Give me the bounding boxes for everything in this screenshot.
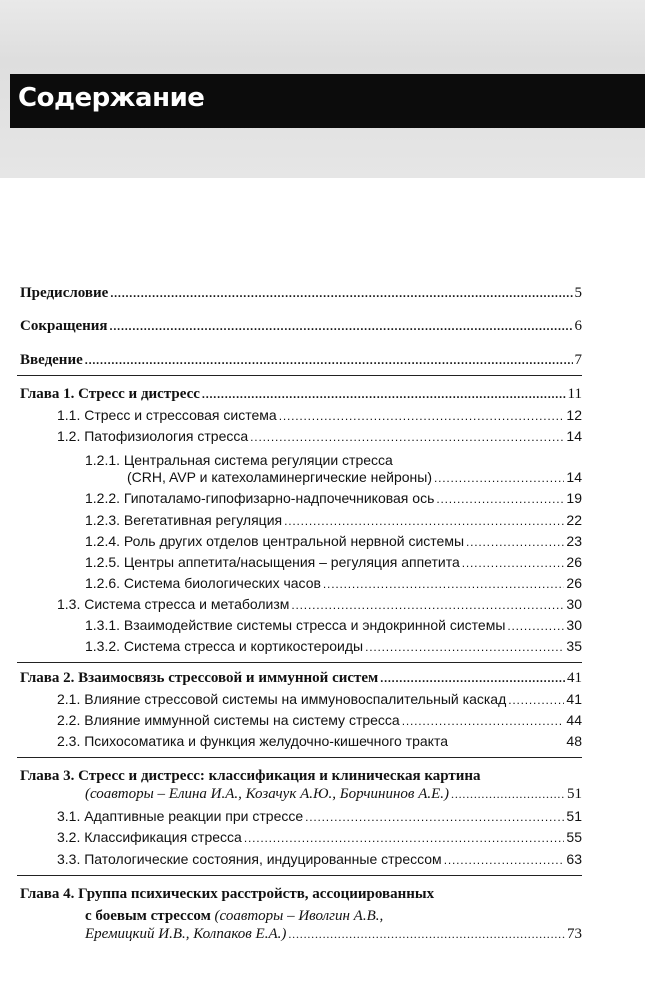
toc-label: 1.3.1. Взаимодействие системы стресса и эндокринной системы [85, 617, 506, 633]
toc-label: 2.3. Психосоматика и функция желудочно-кишечного тракта [57, 733, 448, 749]
toc-leader [288, 927, 565, 942]
toc-label: (соавторы – Елина И.А., Козачук А.Ю., Борчининов А.Е.) [85, 786, 450, 802]
toc-page: 44 [566, 712, 582, 728]
toc-leader [402, 714, 565, 728]
toc-entry-ch1[interactable] [20, 386, 582, 408]
toc-leader [291, 598, 564, 612]
toc-leader [110, 286, 572, 301]
toc-entry-ch3-coauthors[interactable] [85, 786, 582, 808]
toc-entry-1-3-2[interactable] [85, 638, 582, 660]
toc-label: с боевым стрессом [85, 908, 211, 924]
toc-page: 6 [574, 318, 582, 334]
toc-entry-1-2-6[interactable] [85, 575, 582, 597]
toc-entry-1-2-4[interactable] [85, 533, 582, 555]
toc-page: 7 [574, 352, 582, 368]
toc-page: 14 [566, 469, 582, 485]
toc-leader [451, 787, 565, 802]
toc-entry-1-1[interactable] [57, 407, 582, 429]
toc-page: 41 [566, 691, 582, 707]
toc-entry-abbreviations[interactable] [20, 318, 582, 340]
toc-entry-ch4-title[interactable]: Глава 4. Группа психических расстройств, ассоциированных [20, 886, 435, 902]
toc-entry-2-2[interactable] [57, 712, 582, 734]
toc-leader [380, 671, 565, 686]
toc-entry-ch4-line2[interactable] [85, 905, 383, 927]
toc-page: 30 [566, 596, 582, 612]
toc-leader [110, 319, 573, 334]
toc-entry-ch2[interactable] [20, 670, 582, 692]
toc-leader [250, 430, 564, 444]
toc-page: 73 [567, 926, 582, 942]
toc-page: 22 [566, 512, 582, 528]
toc-label: 1.2.3. Вегетативная регуляция [85, 512, 283, 528]
toc-leader [365, 640, 564, 654]
toc-entry-3-3[interactable] [57, 851, 582, 873]
toc-label: 1.1. Стресс и стрессовая система [57, 407, 277, 423]
toc-entry-2-1[interactable] [57, 691, 582, 713]
toc-leader [466, 535, 564, 549]
toc-entry-3-1[interactable] [57, 808, 582, 830]
toc-entry-1-2-2[interactable] [85, 490, 582, 512]
toc-page: 63 [566, 851, 582, 867]
toc-entry-ch4[interactable] [85, 926, 582, 948]
divider [17, 375, 582, 376]
toc-label: 1.2.6. Система биологических часов [85, 575, 321, 591]
divider [17, 662, 582, 663]
toc-label: 1.2.2. Гипоталамо-гипофизарно-надпочечниковая ось [85, 490, 435, 506]
toc-page: 55 [566, 829, 582, 845]
toc-leader [434, 471, 564, 485]
toc-page: 48 [566, 733, 582, 749]
toc-leader [85, 353, 573, 368]
toc-entry-1-3-1[interactable] [85, 617, 582, 639]
toc-label: 3.2. Классификация стресса [57, 829, 242, 845]
toc-label: (CRH, AVP и катехоламинергические нейроны) [127, 469, 432, 485]
toc-leader [202, 387, 566, 402]
toc-label: Глава 1. Стресс и дистресс [20, 386, 200, 402]
toc-page: 41 [567, 670, 582, 686]
toc-entry-1-2-1[interactable] [127, 469, 582, 491]
toc-coauthors: (соавторы – Иволгин А.В., [214, 908, 384, 924]
toc-label: 1.3.2. Система стресса и кортикостероиды [85, 638, 364, 654]
toc-entry-3-2[interactable] [57, 829, 582, 851]
divider [17, 875, 582, 876]
page-title: Содержание [18, 83, 205, 113]
toc-label: 1.2. Патофизиология стресса [57, 428, 249, 444]
toc-page: 51 [566, 808, 582, 824]
toc-page: 14 [566, 428, 582, 444]
toc-entry-1-2-1-line1[interactable]: 1.2.1. Центральная система регуляции стресса [85, 452, 393, 468]
toc-page: 5 [574, 285, 582, 301]
toc-page: 51 [567, 786, 582, 802]
toc-entry-introduction[interactable] [20, 352, 582, 374]
toc-entry-1-2[interactable] [57, 428, 582, 450]
toc-page: 19 [566, 490, 582, 506]
toc-label: 2.1. Влияние стрессовой системы на иммуновоспалительный каскад [57, 691, 507, 707]
toc-leader [323, 577, 565, 591]
title-bar [10, 74, 645, 128]
toc-leader [436, 492, 564, 506]
toc-leader [444, 853, 565, 867]
toc-leader [244, 831, 565, 845]
toc-label: 1.2.4. Роль других отделов центральной нервной системы [85, 533, 465, 549]
toc-leader [284, 514, 564, 528]
toc-leader [279, 409, 565, 423]
toc-entry-ch3-title[interactable]: Глава 3. Стресс и дистресс: классификация и клиническая картина [20, 768, 481, 784]
toc-page: 26 [566, 575, 582, 591]
toc-leader [462, 556, 565, 570]
toc-page: 30 [566, 617, 582, 633]
toc-page: 26 [566, 554, 582, 570]
toc-leader [507, 619, 564, 633]
toc-entry-1-3[interactable] [57, 596, 582, 618]
toc-label: 1.3. Система стресса и метаболизм [57, 596, 290, 612]
toc-coauthors: Еремицкий И.В., Колпаков Е.А.) [85, 926, 287, 942]
divider [17, 757, 582, 758]
toc-entry-2-3[interactable] [57, 733, 582, 755]
toc-label: 2.2. Влияние иммунной системы на систему стресса [57, 712, 400, 728]
toc-leader [305, 810, 564, 824]
toc-label: Сокращения [20, 318, 108, 334]
toc-entry-1-2-3[interactable] [85, 512, 582, 534]
toc-label: Глава 2. Взаимосвязь стрессовой и иммунной систем [20, 670, 379, 686]
toc-entry-preface[interactable] [20, 285, 582, 307]
toc-label: 1.2.5. Центры аппетита/насыщения – регуляция аппетита [85, 554, 460, 570]
toc-label: Предисловие [20, 285, 109, 301]
toc-page: 35 [566, 638, 582, 654]
toc-leader [508, 693, 564, 707]
toc-label: 3.1. Адаптивные реакции при стрессе [57, 808, 304, 824]
toc-label: 3.3. Патологические состояния, индуцированные стрессом [57, 851, 442, 867]
toc-entry-1-2-5[interactable] [85, 554, 582, 576]
toc-label: Введение [20, 352, 83, 368]
toc-page: 12 [566, 407, 582, 423]
toc-page: 23 [566, 533, 582, 549]
toc-page: 11 [567, 386, 582, 402]
